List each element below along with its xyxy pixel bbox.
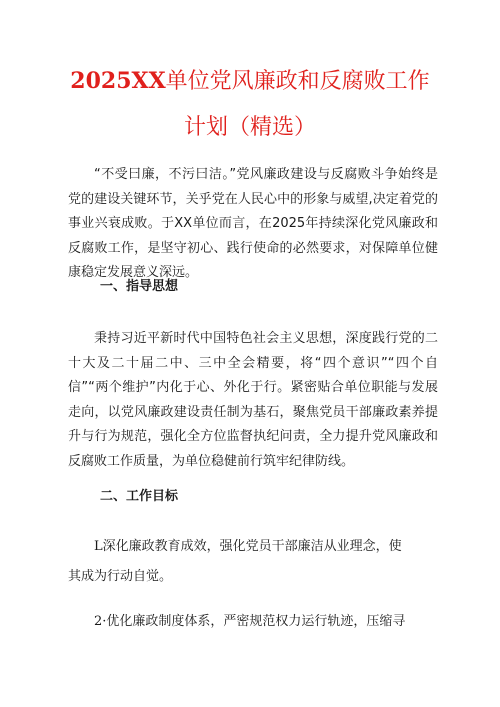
section-heading-work-goals: 二、工作目标 — [100, 489, 179, 504]
goal-1-text: 深化廉政教育成效，强化党员干部廉洁从业理念，使 — [102, 539, 402, 554]
document-title-line2: 计划（精选） — [183, 115, 316, 140]
title-main-text: 单位党风廉政和反腐败工作 — [165, 69, 430, 94]
goal-2-line-1 — [94, 612, 405, 632]
goal-2-text: 优化廉政制度体系，严密规范权力运行轨迹，压缩寻 — [106, 614, 406, 629]
document-title-line1 — [60, 66, 440, 97]
goal-1-line-2: 其成为行动自觉。 — [68, 569, 173, 584]
section-heading-guiding-ideology: 一、指导思想 — [100, 279, 179, 294]
goal-2-marker: 2· — [94, 614, 107, 629]
goal-1-marker: L — [94, 539, 103, 554]
goal-1-line-1 — [94, 537, 402, 557]
guiding-ideology-paragraph: 秉持习近平新时代中国特色社会主义思想，深度践行党的二十大及二十届二中、三中全会精要，将“四个意识”“四个自信”“两个维护”内化于心、外化于行。紧密贴合单位职能与发展走向，以党风廉政建设责任制为基石，聚焦党员干部廉政素养提升与行为规范，强化全方位监督执纪问责，全力提升党风廉政和反腐败工作质量，为单位稳健前行筑牢纪律防线。 — [68, 331, 438, 469]
intro-paragraph: “不受曰廉，不污曰洁。”党风廉政建设与反腐败斗争始终是党的建设关键环节，关乎党在人民心中的形象与威望,决定着党的事业兴衰成败。于XX单位而言，在2025年持续深化党风廉政和反腐败工作，是坚守初心、践行使命的必然要求，对保障单位健康稳定发展意义深远。 — [68, 167, 438, 280]
title-year-prefix: 2025XX — [70, 68, 166, 94]
